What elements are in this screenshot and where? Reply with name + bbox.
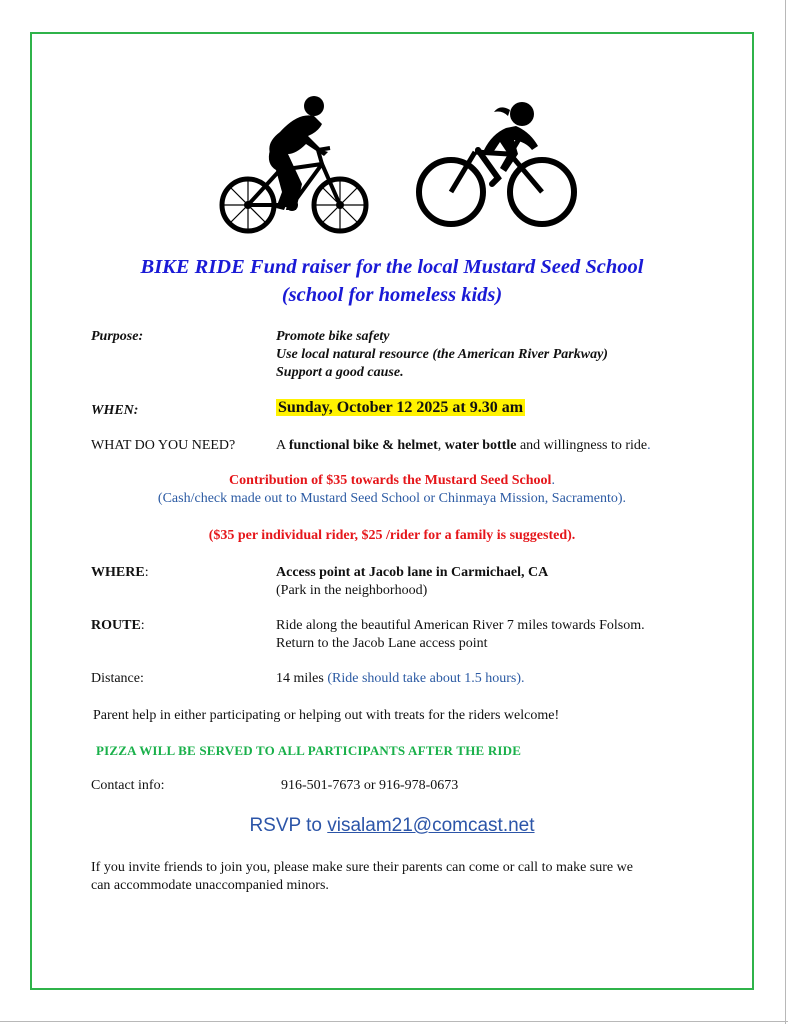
contact-label: Contact info: [91, 778, 165, 793]
footer-note: can accommodate unaccompanied minors. [91, 878, 329, 893]
distance-note: (Ride should take about 1.5 hours). [327, 671, 525, 686]
distance-label: Distance: [91, 671, 144, 686]
where-label [91, 565, 149, 581]
cyclists-illustration [210, 92, 590, 242]
route-line: Ride along the beautiful American River 7 miles towards Folsom. [276, 618, 645, 633]
contribution-note: (Cash/check made out to Mustard Seed School or Chinmaya Mission, Sacramento). [157, 491, 627, 506]
event-date [276, 399, 525, 417]
when-label: WHEN: [91, 403, 139, 418]
purpose-item: Use local natural resource (the American River Parkway) [276, 347, 608, 362]
need-period: . [647, 438, 651, 453]
route-line: Return to the Jacob Lane access point [276, 636, 488, 651]
route-label [91, 618, 145, 634]
need-label: WHAT DO YOU NEED? [91, 438, 236, 453]
flyer-title: BIKE RIDE Fund raiser for the local Mustard Seed School [140, 256, 644, 278]
event-date-value: Sunday, October 12 2025 at 9.30 am [278, 399, 524, 416]
rsvp-email-link[interactable]: visalam21@comcast.net [327, 815, 535, 836]
female-cyclist-icon [419, 102, 574, 224]
need-text: A [276, 438, 289, 453]
need-text: and willingness to ride [516, 438, 648, 453]
contribution-rate: ($35 per individual rider, $25 /rider for a family is suggested). [208, 528, 576, 543]
need-text: , [437, 438, 445, 453]
where-line: (Park in the neighborhood) [276, 583, 428, 598]
contact-phones: 916-501-7673 or 916-978-0673 [281, 778, 459, 793]
footer-note: If you invite friends to join you, please make sure their parents can come or call to make sure we [91, 860, 633, 875]
need-bold: functional bike & helmet [288, 438, 438, 453]
route-label-text: ROUTE [91, 618, 141, 633]
distance-value [276, 671, 524, 687]
contribution-main [30, 473, 754, 489]
contribution-text: Contribution of $35 towards the Mustard Seed School [229, 473, 552, 488]
page-edge [0, 1021, 788, 1022]
purpose-item: Support a good cause. [276, 365, 404, 380]
where-label-text: WHERE [91, 565, 145, 580]
route-colon: : [140, 618, 145, 633]
where-colon: : [144, 565, 149, 580]
purpose-item: Promote bike safety [276, 329, 390, 344]
rsvp-line [30, 815, 754, 837]
purpose-label: Purpose: [91, 329, 144, 344]
flyer-subtitle: (school for homeless kids) [281, 284, 503, 306]
contribution-period: . [551, 473, 555, 488]
need-bold: water bottle [444, 438, 517, 453]
page-edge [785, 0, 786, 1024]
male-cyclist-icon [222, 96, 366, 231]
need-value [276, 438, 651, 454]
where-line: Access point at Jacob lane in Carmichael, CA [276, 565, 549, 580]
parent-help-text: Parent help in either participating or helping out with treats for the riders welcome! [93, 708, 560, 723]
distance-text: 14 miles [276, 671, 328, 686]
pizza-notice: PIZZA WILL BE SERVED TO ALL PARTICIPANTS AFTER THE RIDE [96, 743, 522, 758]
rsvp-text: RSVP to [249, 815, 328, 836]
